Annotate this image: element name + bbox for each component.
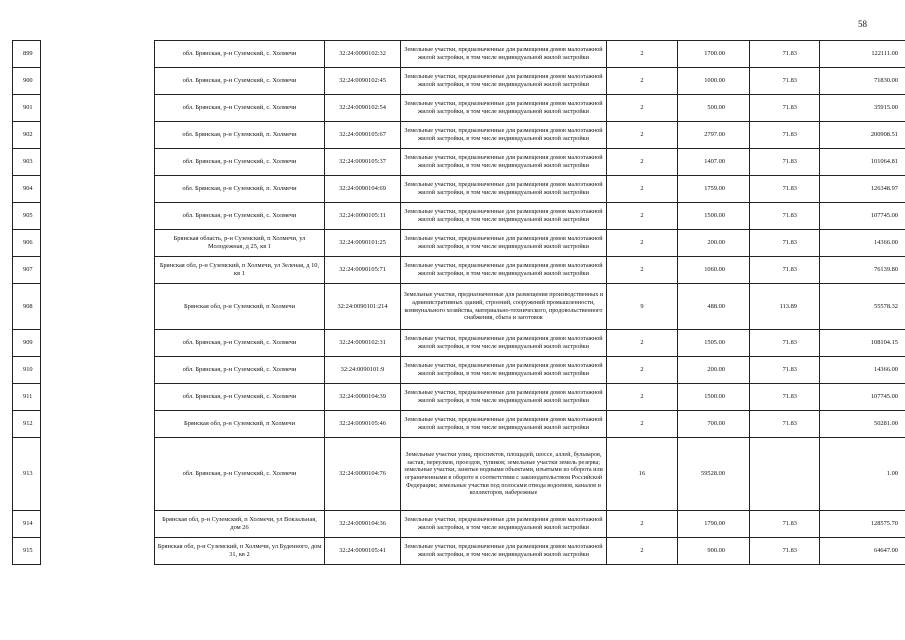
spacer-cell bbox=[41, 330, 155, 357]
page-number: 58 bbox=[858, 19, 867, 29]
rate-cell: 71.83 bbox=[750, 68, 820, 95]
spacer-cell bbox=[41, 357, 155, 384]
spacer-cell bbox=[41, 284, 155, 330]
group-cell: 2 bbox=[607, 230, 678, 257]
table-row bbox=[13, 438, 905, 511]
address-cell: Брянская обл, р-н Суземский, п Холмечи, ул Буденного, дом 31, кв 2 bbox=[155, 538, 325, 565]
rate-cell: 113.89 bbox=[750, 284, 820, 330]
spacer-cell bbox=[41, 257, 155, 284]
land-use-cell: Земельные участки, предназначенные для размещения производственных и административных зданий, строений, сооружений промышленности, коммунального хозяйства, материально-технического, продовольственного снабжения, сбыта и заготовок bbox=[401, 284, 607, 330]
cadastral-value-cell: 108104.15 bbox=[820, 330, 905, 357]
table-row bbox=[13, 538, 905, 565]
table-row bbox=[13, 284, 905, 330]
cadastral-number-cell: 32:24:0090102:31 bbox=[325, 330, 401, 357]
area-cell: 488.00 bbox=[678, 284, 750, 330]
rate-cell: 71.83 bbox=[750, 384, 820, 411]
rate-cell: 71.83 bbox=[750, 230, 820, 257]
table-row bbox=[13, 95, 905, 122]
area-cell: 1500.00 bbox=[678, 384, 750, 411]
cadastral-number-cell: 32:24:0090102:32 bbox=[325, 41, 401, 68]
land-use-cell: Земельные участки, предназначенные для размещения домов малоэтажной жилой застройки, в том числе индивидуальной жилой застройки bbox=[401, 357, 607, 384]
row-number: 903 bbox=[13, 149, 41, 176]
rate-cell: 71.83 bbox=[750, 511, 820, 538]
land-use-cell: Земельные участки, предназначенные для размещения домов малоэтажной жилой застройки, в том числе индивидуальной жилой застройки bbox=[401, 257, 607, 284]
cadastral-value-cell: 14366.00 bbox=[820, 357, 905, 384]
cadastral-number-cell: 32:24:0090101:25 bbox=[325, 230, 401, 257]
area-cell: 200.00 bbox=[678, 357, 750, 384]
area-cell: 1060.00 bbox=[678, 257, 750, 284]
cadastral-value-cell: 126348.97 bbox=[820, 176, 905, 203]
cadastral-number-cell: 32:24:0090102:45 bbox=[325, 68, 401, 95]
table-row bbox=[13, 411, 905, 438]
address-cell: обл. Брянская, р-н Суземский, с. Холмечи bbox=[155, 357, 325, 384]
group-cell: 16 bbox=[607, 438, 678, 511]
rate-cell: 71.83 bbox=[750, 203, 820, 230]
spacer-cell bbox=[41, 176, 155, 203]
row-number: 904 bbox=[13, 176, 41, 203]
cadastral-value-cell: 200908.51 bbox=[820, 122, 905, 149]
table-row bbox=[13, 41, 905, 68]
cadastral-value-cell: 64647.00 bbox=[820, 538, 905, 565]
cadastral-number-cell: 32:24:0090104:39 bbox=[325, 384, 401, 411]
cadastral-number-cell: 32:24:0090105:67 bbox=[325, 122, 401, 149]
land-use-cell: Земельные участки, предназначенные для размещения домов малоэтажной жилой застройки, в том числе индивидуальной жилой застройки bbox=[401, 511, 607, 538]
cadastral-value-cell: 14366.00 bbox=[820, 230, 905, 257]
land-use-cell: Земельные участки, предназначенные для размещения домов малоэтажной жилой застройки, в том числе индивидуальной жилой застройки bbox=[401, 68, 607, 95]
cadastral-value-cell: 128575.70 bbox=[820, 511, 905, 538]
cadastral-value-cell: 76139.80 bbox=[820, 257, 905, 284]
spacer-cell bbox=[41, 95, 155, 122]
spacer-cell bbox=[41, 438, 155, 511]
rate-cell: 71.83 bbox=[750, 41, 820, 68]
address-cell: обл. Брянская, р-н Суземский, с. Холмечи bbox=[155, 68, 325, 95]
rate-cell: 71.83 bbox=[750, 538, 820, 565]
cadastral-number-cell: 32:24:0090105:71 bbox=[325, 257, 401, 284]
group-cell: 2 bbox=[607, 257, 678, 284]
address-cell: обл. Брянская, р-н Суземский, с. Холмечи bbox=[155, 330, 325, 357]
row-number: 906 bbox=[13, 230, 41, 257]
group-cell: 2 bbox=[607, 384, 678, 411]
address-cell: обл. Брянская, р-н Суземский, с. Холмечи bbox=[155, 438, 325, 511]
area-cell: 1790.00 bbox=[678, 511, 750, 538]
group-cell: 2 bbox=[607, 176, 678, 203]
address-cell: обл. Брянская, р-н Суземский, с. Холмечи bbox=[155, 384, 325, 411]
cadastral-number-cell: 32:24:0090101:214 bbox=[325, 284, 401, 330]
land-use-cell: Земельные участки, предназначенные для размещения домов малоэтажной жилой застройки, в том числе индивидуальной жилой застройки bbox=[401, 149, 607, 176]
row-number: 899 bbox=[13, 41, 41, 68]
cadastral-value-cell: 101064.81 bbox=[820, 149, 905, 176]
table-row bbox=[13, 357, 905, 384]
land-use-cell: Земельные участки, предназначенные для размещения домов малоэтажной жилой застройки, в том числе индивидуальной жилой застройки bbox=[401, 176, 607, 203]
spacer-cell bbox=[41, 538, 155, 565]
cadastral-value-cell: 55578.32 bbox=[820, 284, 905, 330]
group-cell: 2 bbox=[607, 149, 678, 176]
group-cell: 2 bbox=[607, 538, 678, 565]
row-number: 905 bbox=[13, 203, 41, 230]
land-use-cell: Земельные участки, предназначенные для размещения домов малоэтажной жилой застройки, в том числе индивидуальной жилой застройки bbox=[401, 41, 607, 68]
address-cell: Брянская обл, р-н Суземский, п Холмечи bbox=[155, 411, 325, 438]
row-number: 914 bbox=[13, 511, 41, 538]
rate-cell: 71.83 bbox=[750, 176, 820, 203]
rate-cell: 71.83 bbox=[750, 357, 820, 384]
rate-cell: 71.83 bbox=[750, 257, 820, 284]
address-cell: обл. Брянская, р-н Суземский, с. Холмечи bbox=[155, 41, 325, 68]
rate-cell: 71.83 bbox=[750, 95, 820, 122]
cadastral-number-cell: 32:24:0090104:76 bbox=[325, 438, 401, 511]
table-row bbox=[13, 149, 905, 176]
land-registry-table bbox=[12, 40, 905, 565]
area-cell: 500.00 bbox=[678, 95, 750, 122]
area-cell: 1000.00 bbox=[678, 68, 750, 95]
cadastral-value-cell: 71830.00 bbox=[820, 68, 905, 95]
group-cell: 2 bbox=[607, 411, 678, 438]
group-cell: 2 bbox=[607, 122, 678, 149]
area-cell: 1407.00 bbox=[678, 149, 750, 176]
group-cell: 2 bbox=[607, 357, 678, 384]
table-row bbox=[13, 68, 905, 95]
address-cell: обл. Брянская, р-н Суземский, п. Холмечи bbox=[155, 122, 325, 149]
row-number: 902 bbox=[13, 122, 41, 149]
cadastral-number-cell: 32:24:0090105:46 bbox=[325, 411, 401, 438]
row-number: 907 bbox=[13, 257, 41, 284]
spacer-cell bbox=[41, 384, 155, 411]
row-number: 901 bbox=[13, 95, 41, 122]
group-cell: 2 bbox=[607, 95, 678, 122]
area-cell: 900.00 bbox=[678, 538, 750, 565]
row-number: 909 bbox=[13, 330, 41, 357]
address-cell: Брянская обл, р-н Суземский, п Холмечи, ул Вокзальная, дом 26 bbox=[155, 511, 325, 538]
group-cell: 2 bbox=[607, 41, 678, 68]
table-row bbox=[13, 257, 905, 284]
land-use-cell: Земельные участки, предназначенные для размещения домов малоэтажной жилой застройки, в том числе индивидуальной жилой застройки bbox=[401, 384, 607, 411]
area-cell: 1505.00 bbox=[678, 330, 750, 357]
table-row bbox=[13, 230, 905, 257]
spacer-cell bbox=[41, 122, 155, 149]
cadastral-number-cell: 32:24:0090105:11 bbox=[325, 203, 401, 230]
cadastral-value-cell: 1.00 bbox=[820, 438, 905, 511]
cadastral-number-cell: 32:24:0090101:9 bbox=[325, 357, 401, 384]
area-cell: 700.00 bbox=[678, 411, 750, 438]
table-row bbox=[13, 176, 905, 203]
table-row bbox=[13, 511, 905, 538]
address-cell: Брянская обл, р-н Суземский, п Холмечи bbox=[155, 284, 325, 330]
row-number: 911 bbox=[13, 384, 41, 411]
row-number: 910 bbox=[13, 357, 41, 384]
land-use-cell: Земельные участки, предназначенные для размещения домов малоэтажной жилой застройки, в том числе индивидуальной жилой застройки bbox=[401, 230, 607, 257]
spacer-cell bbox=[41, 203, 155, 230]
spacer-cell bbox=[41, 230, 155, 257]
cadastral-value-cell: 122111.00 bbox=[820, 41, 905, 68]
spacer-cell bbox=[41, 411, 155, 438]
land-use-cell: Земельные участки, предназначенные для размещения домов малоэтажной жилой застройки, в том числе индивидуальной жилой застройки bbox=[401, 411, 607, 438]
area-cell: 1500.00 bbox=[678, 203, 750, 230]
area-cell: 1759.00 bbox=[678, 176, 750, 203]
land-use-cell: Земельные участки, предназначенные для размещения домов малоэтажной жилой застройки, в том числе индивидуальной жилой застройки bbox=[401, 122, 607, 149]
spacer-cell bbox=[41, 149, 155, 176]
spacer-cell bbox=[41, 511, 155, 538]
group-cell: 2 bbox=[607, 511, 678, 538]
land-use-cell: Земельные участки, предназначенные для размещения домов малоэтажной жилой застройки, в том числе индивидуальной жилой застройки bbox=[401, 95, 607, 122]
rate-cell: 71.83 bbox=[750, 122, 820, 149]
group-cell: 9 bbox=[607, 284, 678, 330]
address-cell: обл. Брянская, р-н Суземский, с. Холмечи bbox=[155, 95, 325, 122]
land-use-cell: Земельные участки, предназначенные для размещения домов малоэтажной жилой застройки, в том числе индивидуальной жилой застройки bbox=[401, 203, 607, 230]
area-cell: 59528.00 bbox=[678, 438, 750, 511]
cadastral-number-cell: 32:24:0090102:54 bbox=[325, 95, 401, 122]
table-row bbox=[13, 384, 905, 411]
row-number: 900 bbox=[13, 68, 41, 95]
cadastral-value-cell: 50281.00 bbox=[820, 411, 905, 438]
spacer-cell bbox=[41, 68, 155, 95]
address-cell: Брянская обл, р-н Суземский, п Холмечи, ул Зеленая, д 10, кв 1 bbox=[155, 257, 325, 284]
cadastral-number-cell: 32:24:0090104:69 bbox=[325, 176, 401, 203]
cadastral-number-cell: 32:24:0090105:37 bbox=[325, 149, 401, 176]
rate-cell: 71.83 bbox=[750, 149, 820, 176]
rate-cell: 71.83 bbox=[750, 330, 820, 357]
address-cell: Брянская область, р-н Суземский, п Холмечи, ул Молодежная, д 25, кв 1 bbox=[155, 230, 325, 257]
address-cell: обл. Брянская, р-н Суземский, с. Холмечи bbox=[155, 149, 325, 176]
row-number: 913 bbox=[13, 438, 41, 511]
spacer-cell bbox=[41, 41, 155, 68]
table-row bbox=[13, 122, 905, 149]
group-cell: 2 bbox=[607, 330, 678, 357]
cadastral-value-cell: 35915.00 bbox=[820, 95, 905, 122]
row-number: 915 bbox=[13, 538, 41, 565]
rate-cell bbox=[750, 438, 820, 511]
land-use-cell: Земельные участки, предназначенные для размещения домов малоэтажной жилой застройки, в том числе индивидуальной жилой застройки bbox=[401, 330, 607, 357]
table-row bbox=[13, 203, 905, 230]
cadastral-value-cell: 107745.00 bbox=[820, 384, 905, 411]
group-cell: 2 bbox=[607, 68, 678, 95]
row-number: 912 bbox=[13, 411, 41, 438]
cadastral-number-cell: 32:24:0090105:41 bbox=[325, 538, 401, 565]
address-cell: обл. Брянская, р-н Суземский, п. Холмечи bbox=[155, 176, 325, 203]
address-cell: обл. Брянская, р-н Суземский, с. Холмечи bbox=[155, 203, 325, 230]
land-use-cell: Земельные участки, предназначенные для размещения домов малоэтажной жилой застройки, в том числе индивидуальной жилой застройки bbox=[401, 538, 607, 565]
rate-cell: 71.83 bbox=[750, 411, 820, 438]
land-use-cell: Земельные участки улиц, проспектов, площадей, шоссе, аллей, бульваров, застав, переулков, проездов, тупиков; земельные участки земель резерва; земельные участки, занятые водными объектами, изъятыми из оборота или ограниченными в обороте в соответствии с законодательством Российской Федерации; земельные участки под полосами отвода водоемов, каналов и коллекторов, набережные bbox=[401, 438, 607, 511]
row-number: 908 bbox=[13, 284, 41, 330]
area-cell: 2797.00 bbox=[678, 122, 750, 149]
cadastral-value-cell: 107745.00 bbox=[820, 203, 905, 230]
group-cell: 2 bbox=[607, 203, 678, 230]
cadastral-number-cell: 32:24:0090104:36 bbox=[325, 511, 401, 538]
table-row bbox=[13, 330, 905, 357]
area-cell: 1700.00 bbox=[678, 41, 750, 68]
area-cell: 200.00 bbox=[678, 230, 750, 257]
